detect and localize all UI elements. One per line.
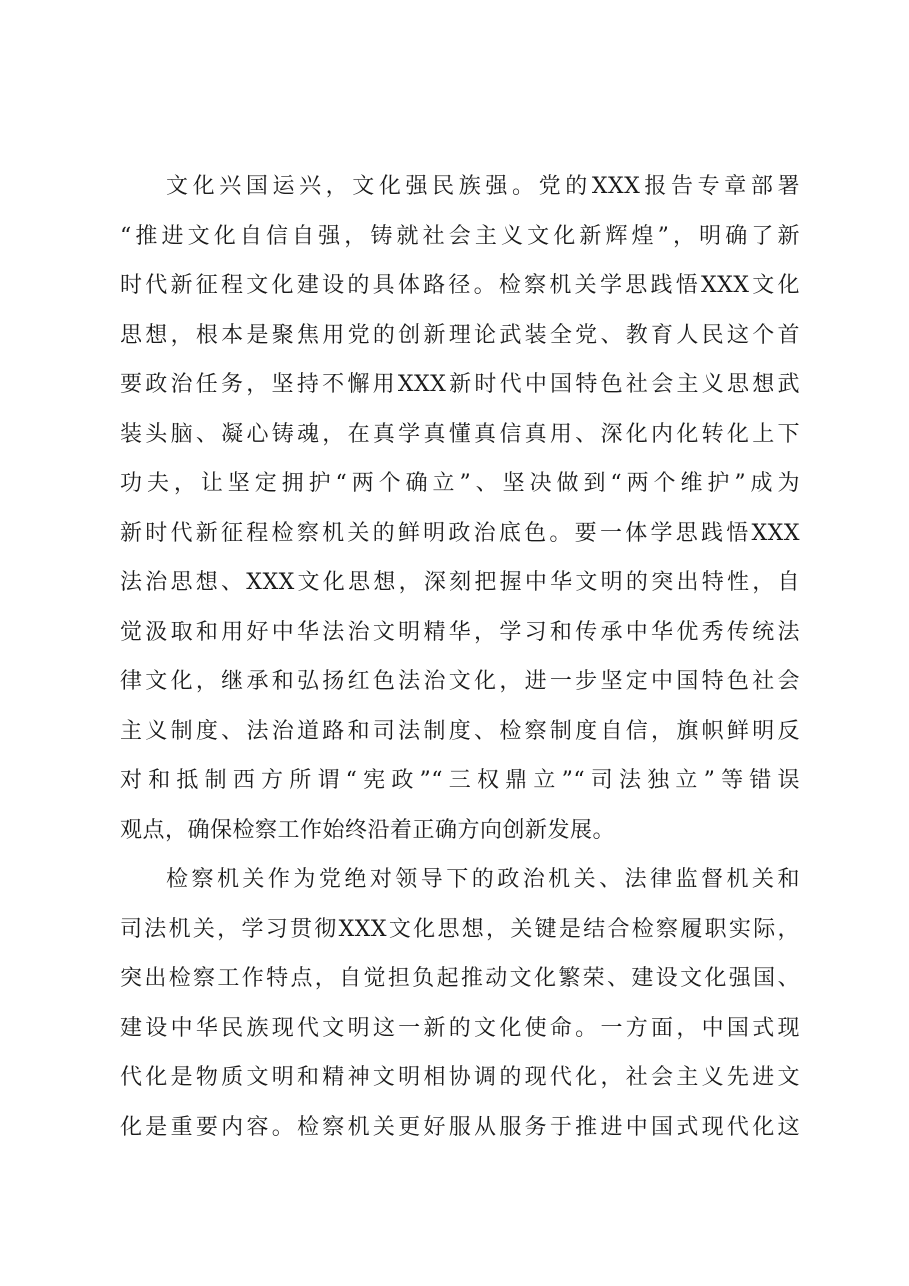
- paragraph-line: 突出检察工作特点，自觉担负起推动文化繁荣、建设文化强国、: [120, 966, 800, 991]
- paragraph-line: 时代新征程文化建设的具体路径。检察机关学思践悟XXX文化: [120, 273, 800, 298]
- paragraph-line: 法治思想、XXX文化思想，深刻把握中华文明的突出特性，自: [120, 570, 800, 595]
- paragraph-line: “推进文化自信自强，铸就社会主义文化新辉煌”，明确了新: [120, 223, 800, 249]
- paragraph-line: 代化是物质文明和精神文明相协调的现代化，社会主义先进文: [120, 1065, 800, 1090]
- paragraph-line: 装头脑、凝心铸魂，在真学真懂真信真用、深化内化转化上下: [120, 421, 800, 447]
- paragraph-line: 化是重要内容。检察机关更好服从服务于推进中国式现代化这: [120, 1114, 800, 1140]
- paragraph-line: 检察机关作为党绝对领导下的政治机关、法律监督机关和: [166, 867, 800, 892]
- paragraph-line: 要政治任务，坚持不懈用XXX新时代中国特色社会主义思想武: [120, 372, 800, 397]
- paragraph-line: 功夫，让坚定拥护“两个确立”、坚决做到“两个维护”成为: [120, 471, 800, 496]
- paragraph-line: 对和抵制西方所谓“宪政”“三权鼎立”“司法独立”等错误: [120, 768, 800, 793]
- paragraph-line: 觉汲取和用好中华法治文明精华，学习和传承中华优秀传统法: [120, 619, 800, 645]
- paragraph-2: [120, 855, 800, 1152]
- document-body: [120, 162, 800, 1152]
- paragraph-line: 律文化，继承和弘扬红色法治文化，进一步坚定中国特色社会: [120, 669, 800, 694]
- paragraph-line: 新时代新征程检察机关的鲜明政治底色。要一体学思践悟XXX: [120, 520, 800, 546]
- paragraph-line: 文化兴国运兴，文化强民族强。党的XXX报告专章部署: [166, 174, 800, 199]
- paragraph-line: 主义制度、法治道路和司法制度、检察制度自信，旗帜鲜明反: [120, 718, 800, 744]
- paragraph-line: 建设中华民族现代文明这一新的文化使命。一方面，中国式现: [120, 1015, 800, 1041]
- paragraph-line: 观点，确保检察工作始终沿着正确方向创新发展。: [120, 817, 616, 843]
- paragraph-1: [120, 162, 800, 855]
- paragraph-line: 司法机关，学习贯彻XXX文化思想，关键是结合检察履职实际，: [120, 916, 800, 942]
- paragraph-line: 思想，根本是聚焦用党的创新理论武装全党、教育人民这个首: [120, 322, 800, 348]
